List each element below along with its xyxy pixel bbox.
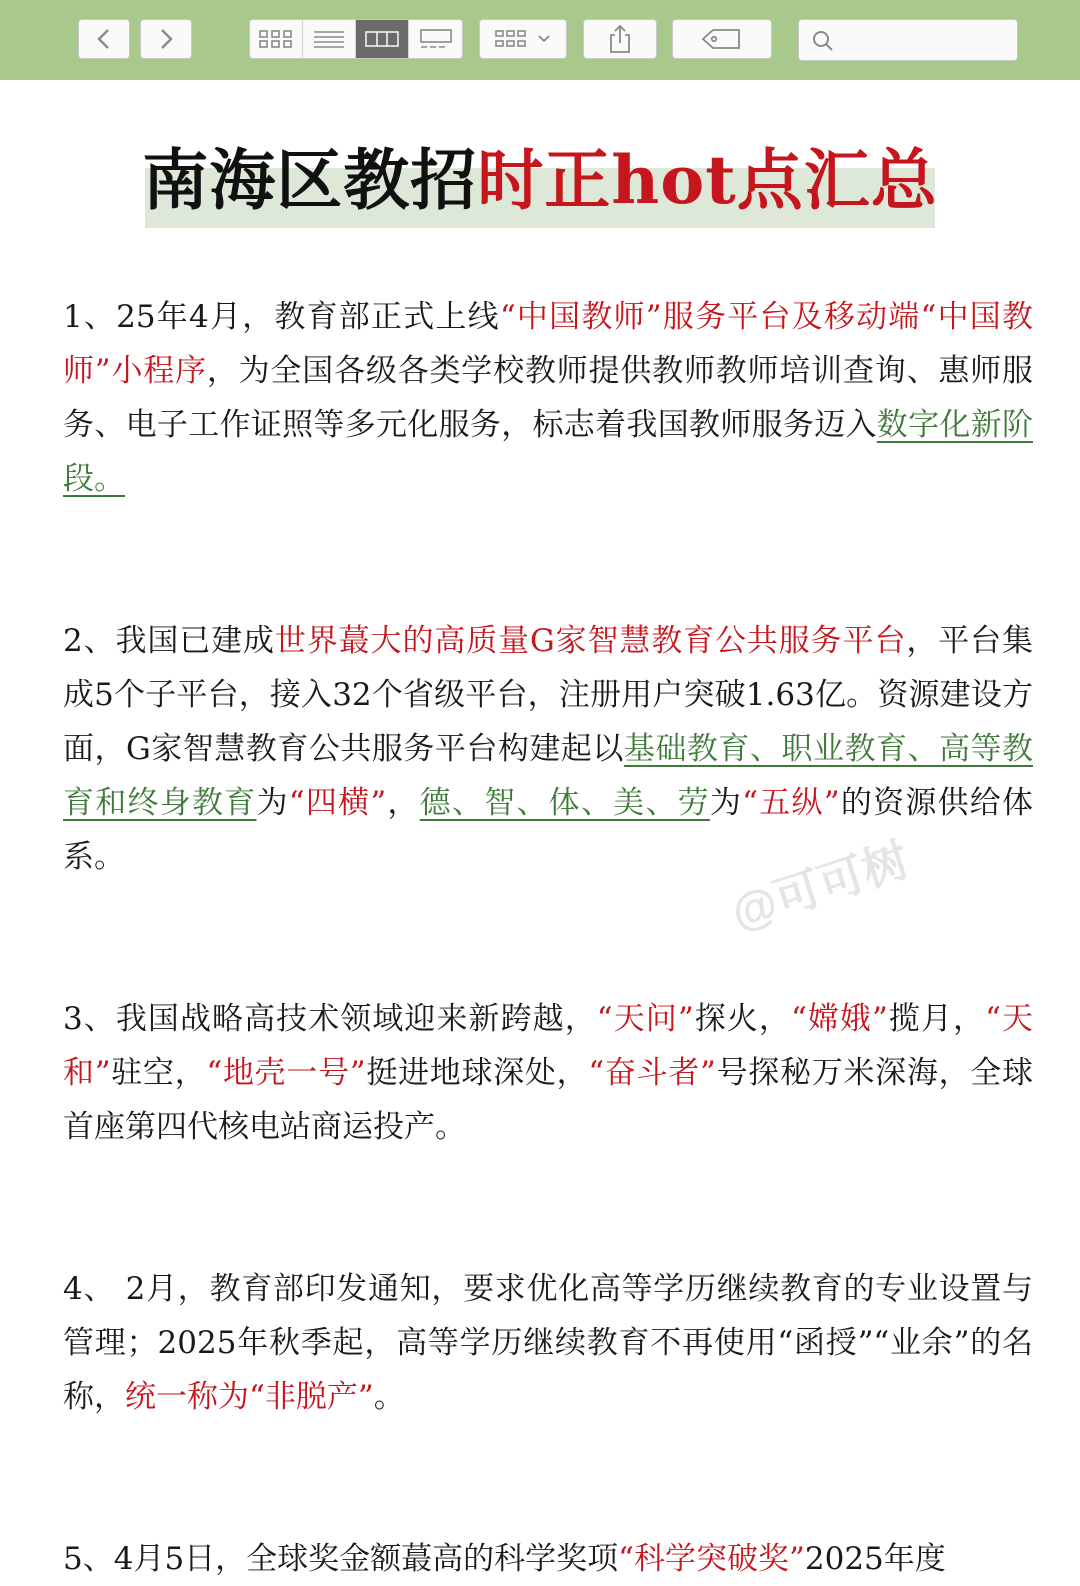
body-text: 驻空，	[110, 1055, 207, 1091]
highlight-red-text: “地壳一号”	[206, 1055, 366, 1091]
news-item-5	[63, 1532, 1033, 1586]
gallery-view-button[interactable]	[409, 20, 462, 58]
watermark: @可可树	[725, 833, 916, 939]
column-view-button[interactable]	[356, 20, 409, 58]
highlight-red-text: “嫦娥”	[790, 1001, 888, 1037]
highlight-red-text: “天问”	[596, 1001, 694, 1037]
view-mode-segmented[interactable]	[249, 19, 463, 59]
group-by-button[interactable]	[479, 19, 567, 59]
body-text: 4、 2月，教育部印发通知，要求优化高等学历继续教育的专业设置与管理；2025年秋季起，高等学历继续教育不再使用“函授”“业余”的名称，	[63, 1271, 1033, 1415]
body-text: 号探秘万米深海，全球首座第四代核电站商运投产。	[63, 1055, 1033, 1145]
body-text: 3、我国战略高技术领域迎来新跨越，	[63, 1001, 597, 1037]
body-text: 。	[373, 1379, 405, 1415]
highlight-red-text: “四横”	[288, 785, 387, 821]
grid-view-icon	[258, 29, 294, 49]
highlight-green-text: 数字化新阶段。	[63, 407, 1033, 497]
page-title	[0, 138, 1080, 222]
highlight-red-text: “天和”	[63, 1001, 1033, 1091]
share-button[interactable]	[583, 19, 657, 59]
gallery-view-icon	[418, 28, 454, 50]
highlight-red-text: “五纵”	[742, 785, 840, 821]
news-list	[63, 290, 1033, 1586]
grid-view-button[interactable]	[250, 20, 303, 58]
body-text: 2、我国已建成	[63, 623, 275, 659]
news-item-3	[63, 992, 1033, 1154]
forward-button[interactable]	[140, 19, 192, 59]
search-field[interactable]	[798, 19, 1018, 61]
body-text: 的资源供给体系。	[63, 785, 1034, 875]
highlight-red-text: “中国教师”服务平台及移动端“中国教师”小程序	[63, 299, 1033, 389]
body-text: 探火，	[693, 1001, 791, 1037]
body-text: ，平台集成5个子平台，接入32个省级平台，注册用户突破1.63亿。资源建设方面，G家智慧教育公共服务平台构建起以	[63, 623, 1033, 767]
search-icon	[811, 29, 835, 53]
back-icon	[94, 27, 114, 51]
body-text: 为	[256, 785, 289, 821]
column-view-icon	[364, 29, 400, 49]
highlight-red-text: 统一称为“非脱产”	[125, 1379, 374, 1415]
highlight-green-text: 基础教育、职业教育、高等教育和终身教育	[63, 731, 1033, 821]
chevron-down-icon	[536, 33, 552, 45]
news-item-1	[63, 290, 1033, 506]
search-input[interactable]	[843, 26, 1007, 56]
back-button[interactable]	[78, 19, 130, 59]
body-text: 5、4月5日，全球奖金额蕞高的科学奖项	[63, 1541, 619, 1577]
body-text: 为	[709, 785, 743, 821]
news-item-4	[63, 1262, 1033, 1424]
title-part-black: 南海区教招	[142, 141, 478, 219]
body-text: 挺进地球深处，	[365, 1055, 589, 1091]
body-text: ，	[386, 785, 420, 821]
share-icon	[607, 24, 633, 54]
highlight-red-text: “科学突破奖”	[618, 1541, 805, 1577]
tag-icon	[701, 27, 743, 51]
body-text: 揽月，	[887, 1001, 986, 1037]
highlight-green-text: 德、智、体、美、劳	[419, 785, 710, 821]
list-view-icon	[312, 29, 346, 49]
forward-icon	[156, 27, 176, 51]
body-text: ，为全国各级各类学校教师提供教师教师培训查询、惠师服务、电子工作证照等多元化服务，标志着我国教师服务迈入	[63, 353, 1033, 443]
body-text: 2025年度	[804, 1541, 946, 1577]
group-icon	[494, 29, 530, 49]
tag-button[interactable]	[672, 19, 772, 59]
highlight-red-text: 世界蕞大的高质量G家智慧教育公共服务平台	[274, 623, 907, 659]
list-view-button[interactable]	[303, 20, 356, 58]
finder-toolbar	[0, 0, 1080, 80]
body-text: 1、25年4月，教育部正式上线	[63, 299, 500, 335]
title-part-red: 时正hot点汇总	[477, 141, 938, 219]
highlight-red-text: “奋斗者”	[588, 1055, 716, 1091]
